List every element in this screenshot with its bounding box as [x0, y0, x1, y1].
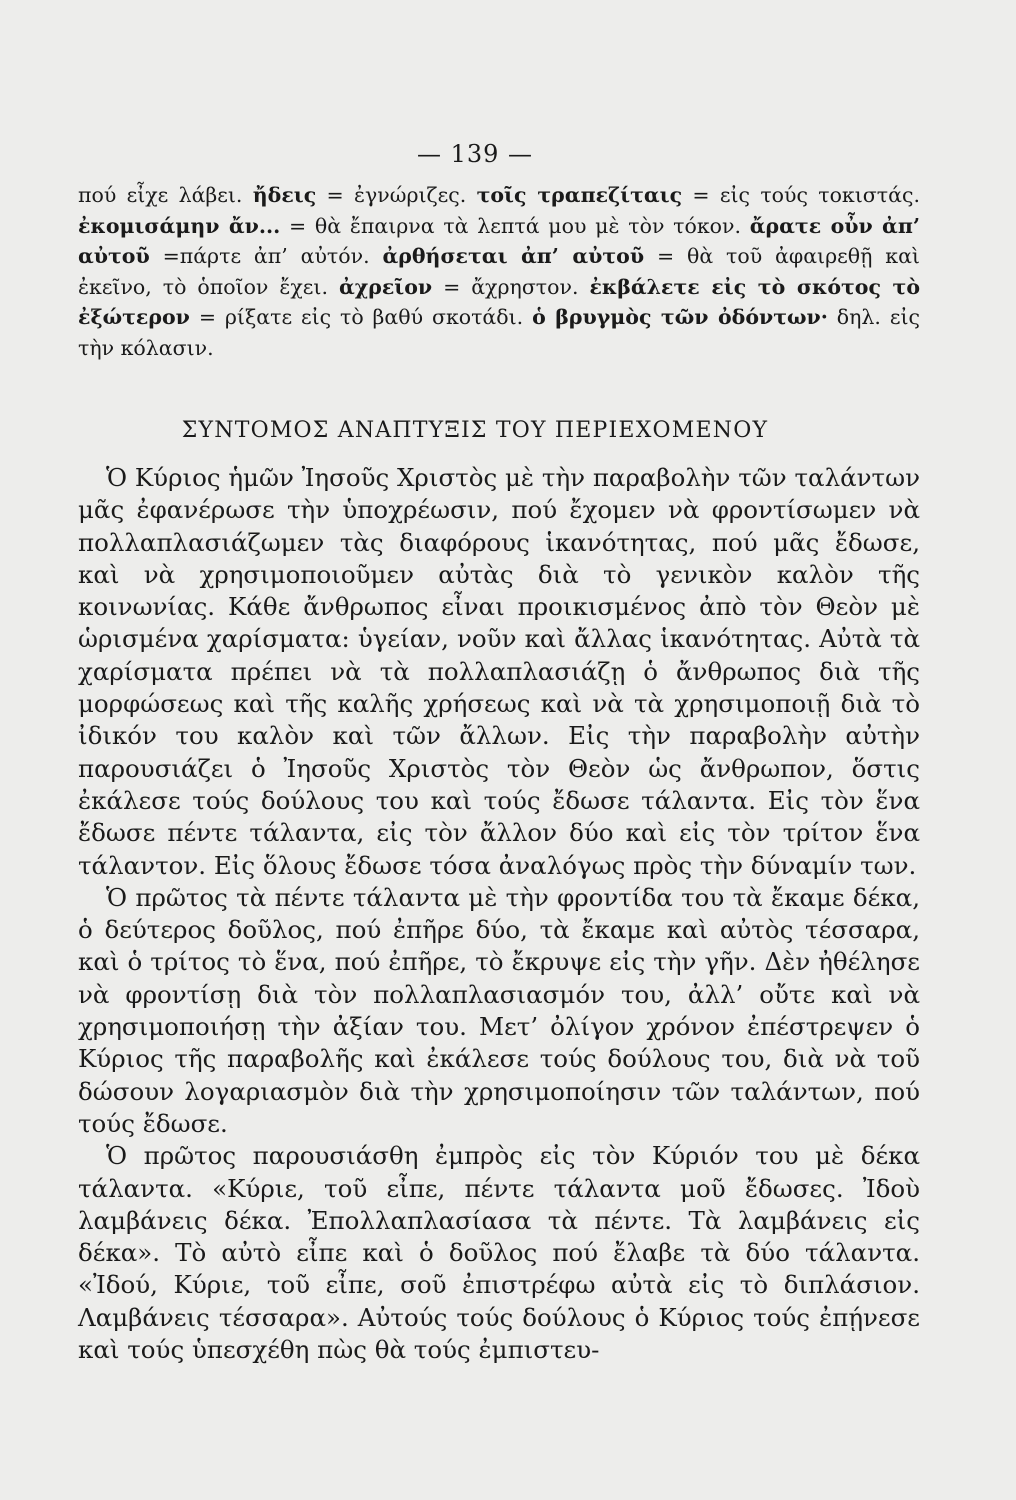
glossary-term: ἀρθήσεται ἀπ’ αὐτοῦ	[382, 244, 645, 268]
glossary-definition: = θὰ τοῦ ἀφαιρεθῇ καὶ ἐκεῖνο, τὸ ὁποῖον ἔχει.	[78, 244, 920, 299]
glossary-definition: = ρίξατε εἰς τὸ βαθύ σκοτάδι.	[198, 305, 524, 329]
glossary-term: ὁ βρυγμὸς τῶν ὀδόντων·	[532, 305, 828, 329]
glossary-definition: =πάρτε ἀπ’ αὐτόν.	[162, 244, 370, 268]
glossary-entry	[78, 183, 242, 207]
glossary-entry	[78, 214, 741, 238]
glossary-term: ἄρατε οὖν ἀπ’ αὐτοῦ	[78, 213, 920, 268]
page-number: — 139 —	[416, 140, 534, 168]
summary-paragraph: Ὁ πρῶτος τὰ πέντε τάλαντα μὲ τὴν φροντίδα του τὰ ἔκαμε δέκα, ὁ δεύτερος δοῦλος, πού ἐπῆρε δύο, τὰ ἔκαμε καὶ αὐτὸς τέσσαρα, καὶ ὁ τρίτος τὸ ἕνα, πού ἐπῆρε, τὸ ἔκρυψε εἰς τὴν γῆν. Δὲν ἠθέλησε νὰ φροντίσῃ διὰ τὸν πολλαπλασιασμόν του, ἀλλ’ οὔτε καὶ νὰ χρησιμοποιήσῃ τὴν ἀξίαν του. Μετ’ ὀλίγον χρόνον ἐπέστρεψεν ὁ Κύριος τῆς παραβολῆς καὶ ἐκάλεσε τούς δούλους του, διὰ νὰ τοῦ δώσουν λογαριασμὸν διὰ τὴν χρησιμοποίησιν τῶν ταλάντων, πού τούς ἔδωσε.	[78, 882, 920, 1138]
section-heading: ΣΥΝΤΟΜΟΣ ΑΝΑΠΤΥΞΙΣ ΤΟΥ ΠΕΡΙΕΧΟΜΕΝΟΥ	[181, 418, 769, 443]
glossary-term: ἐκβάλετε εἰς τὸ σκότος τὸ ἐξώτερον	[78, 274, 920, 329]
glossary-entry	[253, 183, 467, 207]
glossary-term: τοῖς τραπεζίταις	[476, 183, 683, 207]
glossary-term: ἤδεις	[252, 183, 317, 207]
glossary-entry	[477, 183, 920, 207]
glossary-definition: = εἰς τούς τοκιστάς.	[692, 183, 920, 207]
glossary-entry	[339, 275, 579, 299]
summary-paragraph: Ὁ πρῶτος παρουσιάσθη ἐμπρὸς εἰς τὸν Κύριόν του μὲ δέκα τάλαντα. «Κύριε, τοῦ εἶπε, πέντε τάλαντα μοῦ ἔδωσες. Ἰδοὺ λαμβάνεις δέκα. Ἐπολλαπλασίασα τὰ πέντε. Τὰ λαμβάνεις εἰς δέκα». Τὸ αὐτὸ εἶπε καὶ ὁ δοῦλος πού ἔλαβε τὰ δύο τάλαντα. «Ἰδού, Κύριε, τοῦ εἶπε, σοῦ ἐπιστρέφω αὐτὰ εἰς τὸ διπλάσιον. Λαμβάνεις τέσσαρα». Αὐτούς τούς δούλους ὁ Κύριος τούς ἐπῄνεσε καὶ τούς ὑπεσχέθη πὼς θὰ τούς ἐμπιστευ-	[78, 1141, 920, 1365]
glossary-definition: = θὰ ἔπαιρνα τὰ λεπτά μου μὲ τὸν τόκον.	[289, 213, 741, 238]
glossary-definition: δηλ. εἰς τὴν κόλασιν.	[78, 305, 920, 360]
glossary-definition: = ἐγνώριζες.	[326, 183, 467, 207]
glossary-term: ἐκομισάμην ἄν...	[78, 213, 281, 238]
glossary-notes	[78, 180, 920, 363]
summary-body	[78, 462, 920, 1366]
glossary-term: ἀχρεῖον	[338, 274, 433, 299]
glossary-definition: = ἄχρηστον.	[443, 274, 579, 299]
summary-paragraph: Ὁ Κύριος ἡμῶν Ἰησοῦς Χριστὸς μὲ τὴν παραβολὴν τῶν ταλάντων μᾶς ἐφανέρωσε τὴν ὑποχρέωσιν, πού ἔχομεν νὰ φροντίσωμεν νὰ πολλαπλασιάζωμεν τὰς διαφόρους ἱκανότητας, πού μᾶς ἔδωσε, καὶ νὰ χρησιμοποιοῦμεν αὐτὰς διὰ τὸ γενικὸν καλὸν τῆς κοινωνίας. Κάθε ἄνθρωπος εἶναι προικισμένος ἀπὸ τὸν Θεὸν μὲ ὡρισμένα χαρίσματα: ὑγείαν, νοῦν καὶ ἄλλας ἱκανότητας. Αὐτὰ τὰ χαρίσματα πρέπει νὰ τὰ πολλαπλασιάζῃ ὁ ἄνθρωπος διὰ τῆς μορφώσεως καὶ τῆς καλῆς χρήσεως καὶ νὰ τὰ χρησιμοποιῇ διὰ τὸ ἰδικόν του καλὸν καὶ τῶν ἄλλων. Εἰς τὴν παραβολὴν αὐτὴν παρουσιάζει ὁ Ἰησοῦς Χριστὸς τὸν Θεὸν ὡς ἄνθρωπον, ὅστις ἐκάλεσε τούς δούλους του καὶ τούς ἔδωσε τάλαντα. Εἰς τὸν ἕνα ἔδωσε πέντε τάλαντα, εἰς τὸν ἄλλον δύο καὶ εἰς τὸν τρίτον ἕνα τάλαντον. Εἰς ὅλους ἔδωσε τόσα ἀναλόγως πρὸς τὴν δύναμίν των.	[78, 463, 920, 880]
glossary-definition: πού εἶχε λάβει.	[78, 183, 243, 207]
